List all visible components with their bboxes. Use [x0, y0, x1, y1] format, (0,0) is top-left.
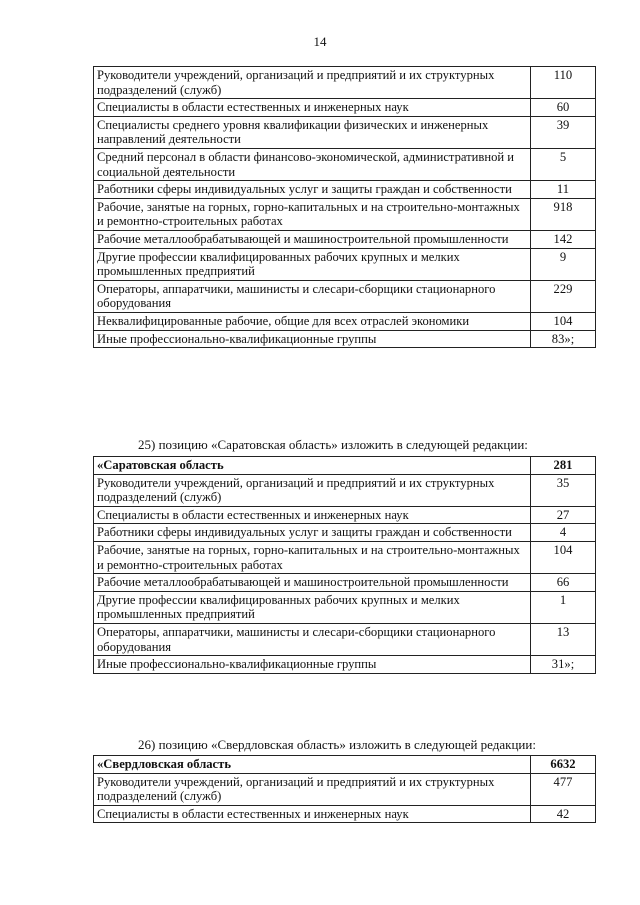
table-row — [94, 67, 596, 99]
quota-value-cell: 35 — [531, 474, 596, 506]
occupation-table-1 — [93, 66, 596, 348]
occupation-group-cell: Работники сферы индивидуальных услуг и защиты граждан и собственности — [94, 524, 531, 542]
region-header-row — [94, 756, 596, 774]
occupation-group-cell: Средний персонал в области финансово-экономической, административной и социальной деятельности — [94, 148, 531, 180]
table-row — [94, 474, 596, 506]
table-row — [94, 656, 596, 674]
quota-value-cell: 83»; — [531, 330, 596, 348]
quota-value-cell: 60 — [531, 99, 596, 117]
quota-value-cell: 918 — [531, 198, 596, 230]
quota-value-cell: 104 — [531, 541, 596, 573]
table-row — [94, 181, 596, 199]
saratov-region-table — [93, 456, 596, 674]
quota-value-cell: 13 — [531, 623, 596, 655]
region-name-cell: «Свердловская область — [94, 756, 531, 774]
section-25-intro: 25) позицию «Саратовская область» изложить в следующей редакции: — [138, 437, 528, 452]
table-row — [94, 248, 596, 280]
quota-value-cell: 39 — [531, 116, 596, 148]
quota-value-cell: 110 — [531, 67, 596, 99]
quota-value-cell: 142 — [531, 230, 596, 248]
table-row — [94, 280, 596, 312]
occupation-group-cell: Другие профессии квалифицированных рабочих крупных и мелких промышленных предприятий — [94, 591, 531, 623]
sverdlovsk-region-table — [93, 755, 596, 823]
occupation-group-cell: Операторы, аппаратчики, машинисты и слесари-сборщики стационарного оборудования — [94, 623, 531, 655]
table-row — [94, 805, 596, 823]
occupation-group-cell: Иные профессионально-квалификационные группы — [94, 330, 531, 348]
quota-value-cell: 4 — [531, 524, 596, 542]
table-row — [94, 148, 596, 180]
quota-value-cell: 66 — [531, 574, 596, 592]
quota-value-cell: 42 — [531, 805, 596, 823]
quota-value-cell: 11 — [531, 181, 596, 199]
table-row — [94, 524, 596, 542]
quota-value-cell: 477 — [531, 773, 596, 805]
table-row — [94, 116, 596, 148]
occupation-group-cell: Рабочие, занятые на горных, горно-капитальных и на строительно-монтажных и ремонтно-строительных работах — [94, 541, 531, 573]
table-row — [94, 591, 596, 623]
quota-value-cell: 1 — [531, 591, 596, 623]
occupation-group-cell: Специалисты в области естественных и инженерных наук — [94, 506, 531, 524]
occupation-group-cell: Руководители учреждений, организаций и предприятий и их структурных подразделений (служб) — [94, 67, 531, 99]
table-row — [94, 506, 596, 524]
quota-value-cell: 27 — [531, 506, 596, 524]
table-row — [94, 623, 596, 655]
occupation-group-cell: Другие профессии квалифицированных рабочих крупных и мелких промышленных предприятий — [94, 248, 531, 280]
occupation-group-cell: Неквалифицированные рабочие, общие для всех отраслей экономики — [94, 312, 531, 330]
table-row — [94, 198, 596, 230]
region-total-cell: 281 — [531, 457, 596, 475]
section-26-intro: 26) позицию «Свердловская область» изложить в следующей редакции: — [138, 737, 536, 752]
occupation-group-cell: Рабочие металлообрабатывающей и машиностроительной промышленности — [94, 230, 531, 248]
occupation-group-cell: Руководители учреждений, организаций и предприятий и их структурных подразделений (служб) — [94, 773, 531, 805]
occupation-group-cell: Специалисты среднего уровня квалификации физических и инженерных направлений деятельности — [94, 116, 531, 148]
occupation-group-cell: Иные профессионально-квалификационные группы — [94, 656, 531, 674]
table-row — [94, 574, 596, 592]
quota-value-cell: 5 — [531, 148, 596, 180]
quota-value-cell: 9 — [531, 248, 596, 280]
table-row — [94, 312, 596, 330]
region-name-cell: «Саратовская область — [94, 457, 531, 475]
region-total-cell: 6632 — [531, 756, 596, 774]
table-row — [94, 99, 596, 117]
table-row — [94, 541, 596, 573]
quota-value-cell: 31»; — [531, 656, 596, 674]
occupation-group-cell: Рабочие металлообрабатывающей и машиностроительной промышленности — [94, 574, 531, 592]
page-number: 14 — [313, 34, 327, 49]
occupation-group-cell: Руководители учреждений, организаций и предприятий и их структурных подразделений (служб) — [94, 474, 531, 506]
occupation-group-cell: Специалисты в области естественных и инженерных наук — [94, 99, 531, 117]
occupation-group-cell: Операторы, аппаратчики, машинисты и слесари-сборщики стационарного оборудования — [94, 280, 531, 312]
table-row — [94, 773, 596, 805]
occupation-group-cell: Специалисты в области естественных и инженерных наук — [94, 805, 531, 823]
quota-value-cell: 229 — [531, 280, 596, 312]
table-row — [94, 330, 596, 348]
region-header-row — [94, 457, 596, 475]
occupation-group-cell: Работники сферы индивидуальных услуг и защиты граждан и собственности — [94, 181, 531, 199]
table-row — [94, 230, 596, 248]
occupation-group-cell: Рабочие, занятые на горных, горно-капитальных и на строительно-монтажных и ремонтно-строительных работах — [94, 198, 531, 230]
quota-value-cell: 104 — [531, 312, 596, 330]
